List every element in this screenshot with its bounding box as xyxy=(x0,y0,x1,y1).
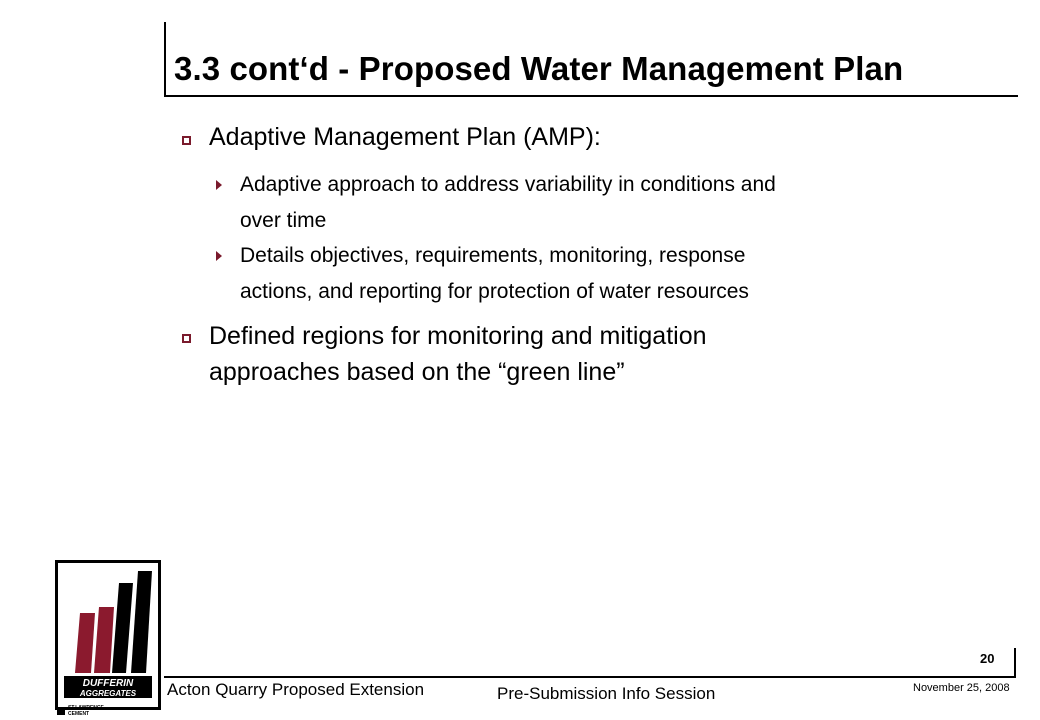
sub-brand-line2: CEMENT xyxy=(68,711,90,717)
logo-brand-line1: DUFFERIN xyxy=(82,678,134,689)
title-frame-vertical-line xyxy=(164,22,166,97)
logo-brand-line2: AGGREGATES xyxy=(79,689,137,698)
bullet-regions-line1: Defined regions for monitoring and mitigation xyxy=(209,322,707,350)
triangle-bullet-icon xyxy=(216,251,222,261)
square-bullet-icon xyxy=(182,136,191,145)
footer-project-name: Acton Quarry Proposed Extension xyxy=(167,680,425,699)
triangle-bullet-icon xyxy=(216,180,222,190)
sub-bullet-details-line1: Details objectives, requirements, monitoring, response xyxy=(240,244,746,267)
sub-brand-line1: ST.LAWRENCE xyxy=(68,705,104,711)
footer-session-name: Pre-Submission Info Session xyxy=(497,684,716,703)
sub-bullet-adaptive-line2: over time xyxy=(240,209,327,232)
logo-mark-icon xyxy=(58,563,158,707)
square-bullet-icon xyxy=(182,334,191,343)
slide-title: 3.3 cont‘d - Proposed Water Management Plan xyxy=(174,50,904,87)
footer-vertical-line xyxy=(1014,648,1016,678)
bullet-regions-line2: approaches based on the “green line” xyxy=(209,358,625,386)
sub-bullet-details-line2: actions, and reporting for protection of water resources xyxy=(240,280,749,303)
sub-brand-mark-icon xyxy=(57,707,65,715)
sub-bullet-adaptive-line1: Adaptive approach to address variability in conditions and xyxy=(240,173,776,196)
title-frame-horizontal-line xyxy=(164,95,1018,97)
company-logo xyxy=(55,560,161,710)
bullet-amp: Adaptive Management Plan (AMP): xyxy=(209,123,601,151)
footer-date: November 25, 2008 xyxy=(913,682,1010,694)
footer-horizontal-line xyxy=(164,676,1016,678)
page-number: 20 xyxy=(980,651,995,666)
